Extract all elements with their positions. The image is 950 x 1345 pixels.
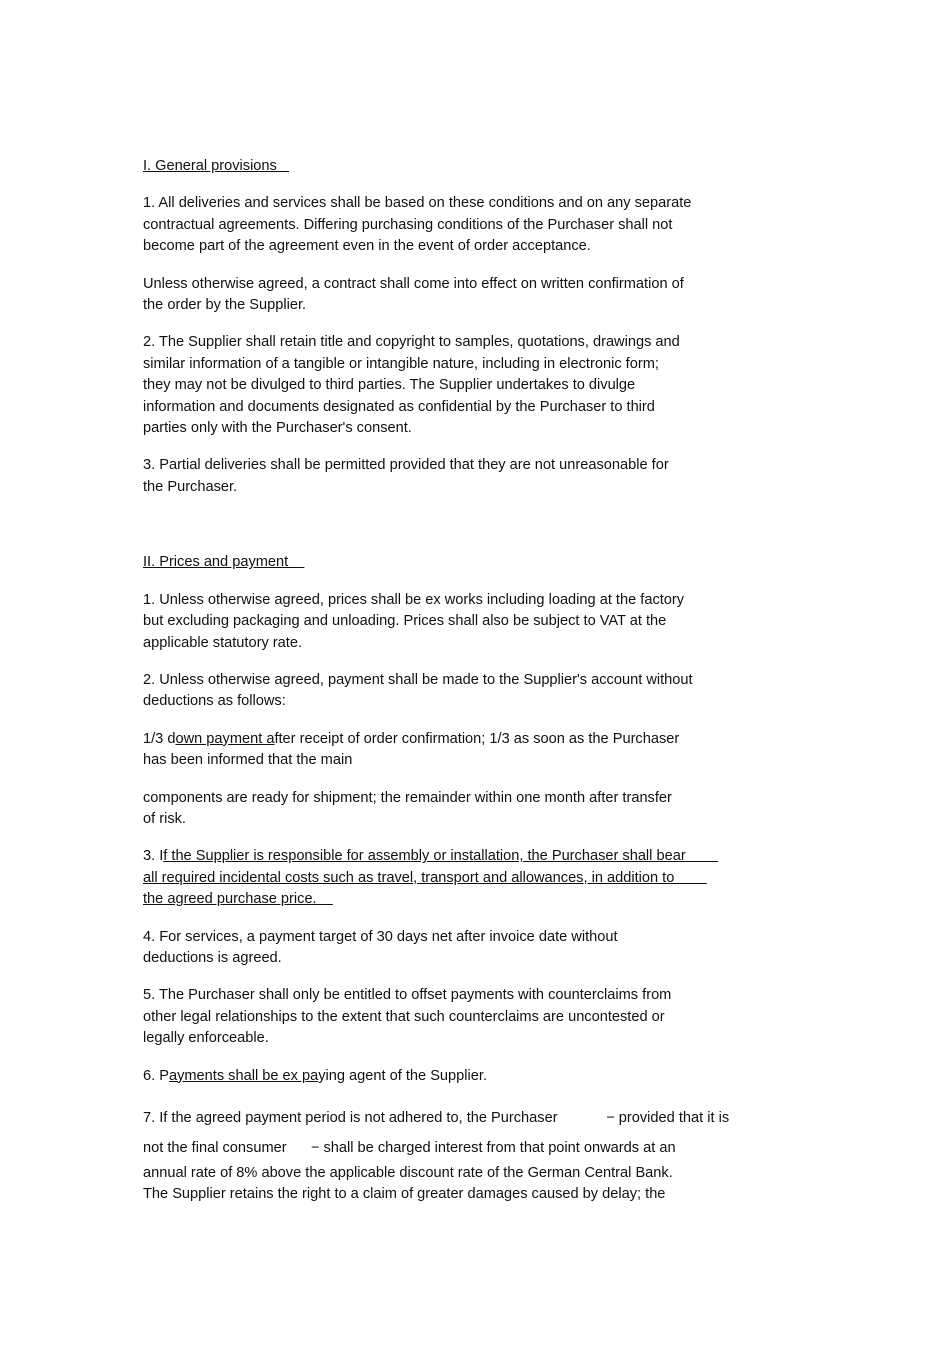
paragraph-2-8 xyxy=(143,1066,803,1087)
text-line xyxy=(143,868,803,889)
text-line: other legal relationships to the extent that such counterclaims are uncontested or xyxy=(143,1008,665,1025)
text-line: of risk. xyxy=(143,810,186,827)
text-line: become part of the agreement even in the event of order acceptance. xyxy=(143,238,591,255)
paragraph-1-4 xyxy=(143,455,803,498)
text-line xyxy=(143,846,803,867)
text-line: they may not be divulged to third parties. The Supplier undertakes to divulge xyxy=(143,377,636,394)
text-line: 1. Unless otherwise agreed, prices shall be ex works including loading at the factory xyxy=(143,591,685,608)
paragraph-2-4 xyxy=(143,788,803,831)
paragraph-1-1 xyxy=(143,193,803,257)
text-line: legally enforceable. xyxy=(143,1030,269,1047)
text-line: parties only with the Purchaser's consent. xyxy=(143,420,412,437)
underlined-text: f the Supplier is responsible for assembly or installation, the Purchaser shall bear xyxy=(163,848,719,865)
section-spacer xyxy=(143,514,803,552)
paragraph-1-3 xyxy=(143,332,803,439)
text-segment: 1/3 d xyxy=(143,730,176,747)
paragraph-1-2 xyxy=(143,274,803,317)
paragraph-2-1 xyxy=(143,590,803,654)
text-segment: fter receipt of order confirmation; 1/3 as soon as the Purchaser xyxy=(274,730,680,747)
paragraph-2-3 xyxy=(143,729,803,772)
text-line xyxy=(143,889,803,910)
text-segment: ying agent of the Supplier. xyxy=(318,1067,487,1084)
text-segment: 6. P xyxy=(143,1067,169,1084)
paragraph-2-5 xyxy=(143,846,803,910)
paragraph-2-2 xyxy=(143,670,803,713)
text-line: 2. The Supplier shall retain title and copyright to samples, quotations, drawings and xyxy=(143,334,680,351)
paragraph-2-6 xyxy=(143,927,803,970)
text-line: Unless otherwise agreed, a contract shall come into effect on written confirmation of xyxy=(143,275,684,292)
underlined-text: all required incidental costs such as travel, transport and allowances, in addition to xyxy=(143,869,707,886)
text-line xyxy=(143,1066,803,1087)
section-heading-prices-and-payment: II. Prices and payment xyxy=(143,554,305,571)
underlined-text: the agreed purchase price. xyxy=(143,891,333,908)
document-page xyxy=(143,156,803,1222)
text-line: deductions is agreed. xyxy=(143,949,282,966)
text-line: has been informed that the main xyxy=(143,752,353,769)
text-line: 5. The Purchaser shall only be entitled to offset payments with counterclaims from xyxy=(143,987,672,1004)
text-line: the Purchaser. xyxy=(143,478,238,495)
text-line: 4. For services, a payment target of 30 days net after invoice date without xyxy=(143,928,618,945)
text-line: 3. Partial deliveries shall be permitted provided that they are not unreasonable for xyxy=(143,457,669,474)
text-line: but excluding packaging and unloading. Prices shall also be subject to VAT at the xyxy=(143,613,667,630)
paragraph-2-7 xyxy=(143,985,803,1049)
text-line: the order by the Supplier. xyxy=(143,297,307,314)
text-segment: 3. I xyxy=(143,848,164,865)
text-line: 7. If the agreed payment period is not adhered to, the Purchaser − provided that it is xyxy=(143,1110,730,1126)
text-line: 1. All deliveries and services shall be based on these conditions and on any separate xyxy=(143,195,692,212)
text-line: not the final consumer − shall be charged interest from that point onwards at an xyxy=(143,1140,676,1156)
text-line: components are ready for shipment; the remainder within one month after transfer xyxy=(143,789,672,806)
text-line: annual rate of 8% above the applicable discount rate of the German Central Bank. xyxy=(143,1165,673,1181)
underlined-text: own payment a xyxy=(175,730,275,747)
paragraph-2-9 xyxy=(143,1103,803,1206)
text-line xyxy=(143,729,803,750)
underlined-text: ayments shall be ex pa xyxy=(168,1067,319,1084)
text-line: The Supplier retains the right to a claim of greater damages caused by delay; the xyxy=(143,1186,666,1203)
text-line: deductions as follows: xyxy=(143,693,286,710)
text-line: information and documents designated as confidential by the Purchaser to third xyxy=(143,398,655,415)
text-line: applicable statutory rate. xyxy=(143,634,302,651)
text-line: similar information of a tangible or intangible nature, including in electronic form; xyxy=(143,355,659,372)
text-line: 2. Unless otherwise agreed, payment shall be made to the Supplier's account without xyxy=(143,671,693,688)
text-line: contractual agreements. Differing purchasing conditions of the Purchaser shall not xyxy=(143,216,673,233)
section-heading-general-provisions: I. General provisions xyxy=(143,158,290,174)
